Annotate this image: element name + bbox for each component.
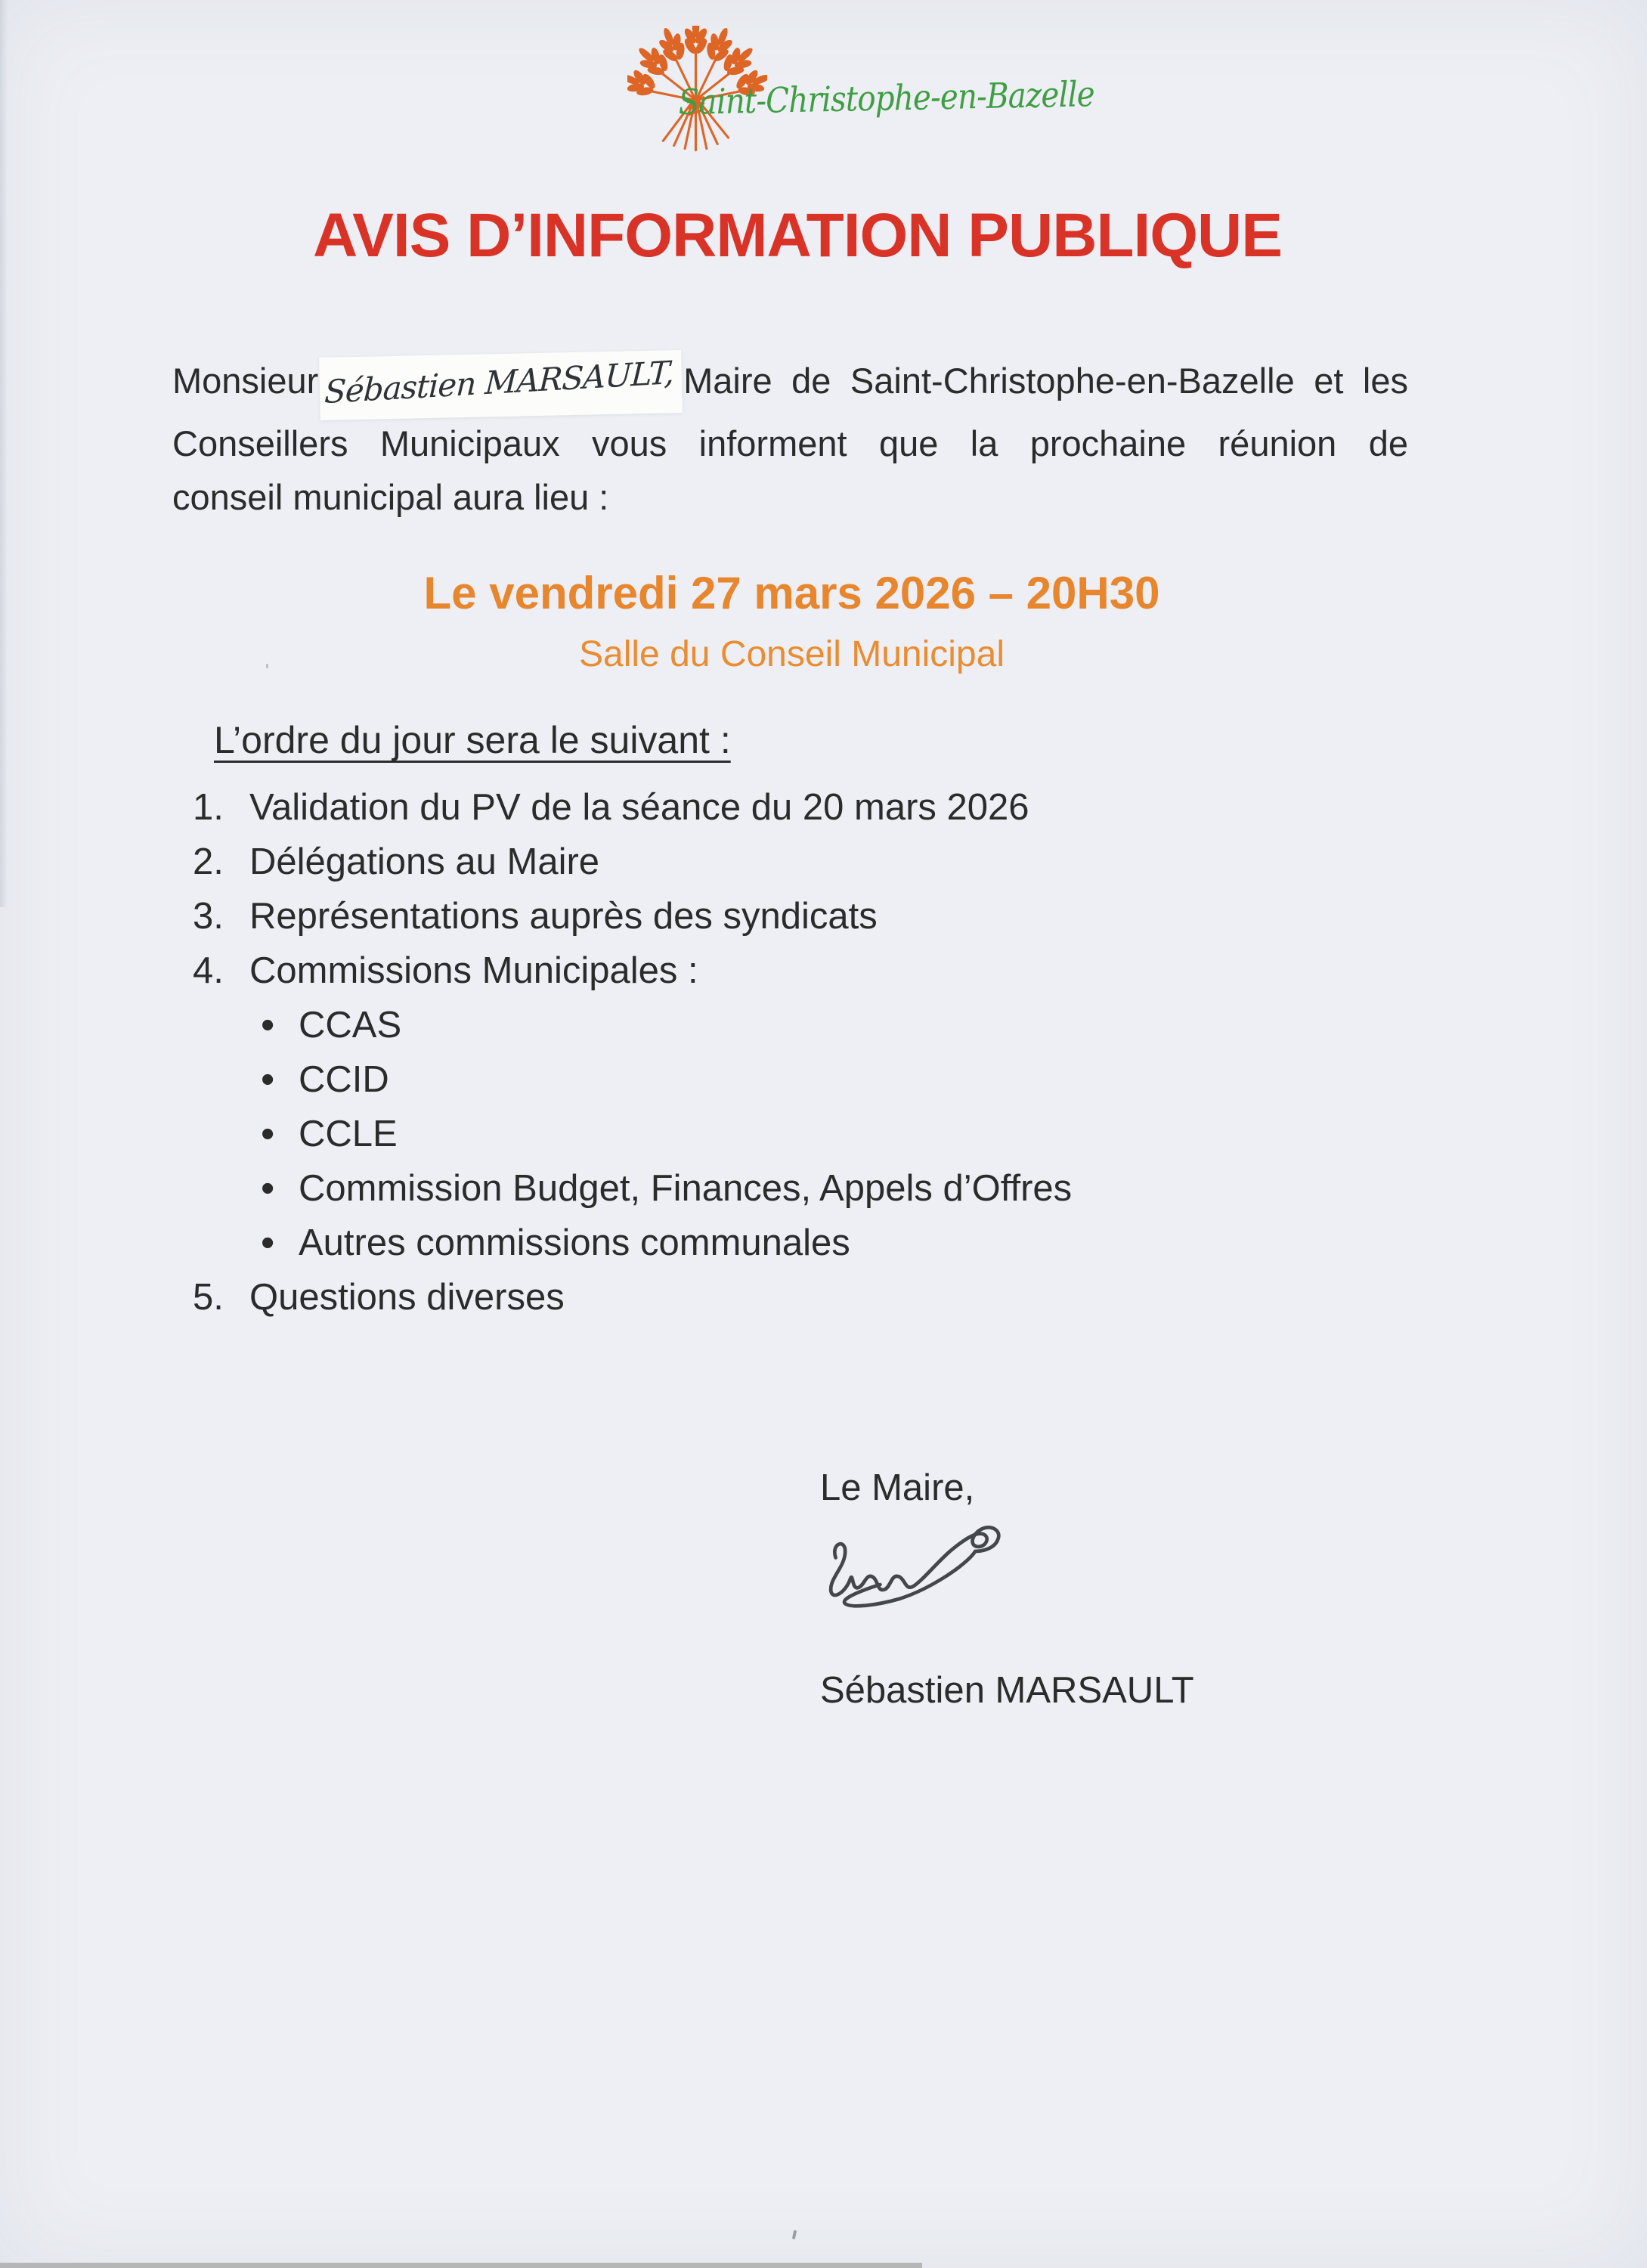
list-marker: • [261,1167,275,1210]
list-item-label: CCAS [299,1005,402,1046]
list-item-label: Délégations au Maire [249,841,600,882]
list-item-label: Validation du PV de la séance du 20 mars 2026 [249,787,1029,828]
agenda-item [193,943,1402,998]
list-marker: 2. [193,841,224,882]
agenda-item [193,1270,1402,1325]
list-marker: 4. [193,950,224,991]
list-item-label: CCID [299,1059,389,1100]
list-marker: • [261,1003,275,1047]
intro-paragraph [172,354,1408,524]
meeting-block [174,565,1410,677]
agenda-item [193,889,1402,943]
list-item-label: CCLE [299,1114,398,1154]
list-item-label: Questions diverses [249,1277,565,1318]
agenda-heading: L’ordre du jour sera le suivant : [214,719,731,761]
list-item-label: Représentations auprès des syndicats [249,896,878,937]
commune-logo [627,17,1111,168]
agenda-subitem [193,998,1402,1052]
list-item-label: Commissions Municipales : [249,950,698,991]
agenda-item [193,835,1402,889]
list-item-label: Autres commissions communales [299,1222,850,1263]
mayor-signature-icon [810,1514,1048,1638]
agenda-subitem [193,1052,1402,1107]
agenda-subitem [193,1216,1402,1270]
scan-bottom-edge [0,2263,922,2268]
handwritten-name-patch [319,350,682,420]
list-item-label: Commission Budget, Finances, Appels d’Offres [299,1168,1073,1209]
agenda-item [193,780,1402,835]
agenda-list [193,780,1402,1325]
agenda-subitem [193,1107,1402,1161]
list-marker: • [261,1221,275,1265]
logo-commune-name: Saint-Christophe-en-Bazelle [678,73,1095,122]
paper-speck [266,664,268,668]
signer-name: Sébastien MARSAULT [820,1670,1194,1711]
scan-left-shadow [0,0,8,907]
agenda-subitem [193,1161,1402,1216]
paper-speck [792,2230,797,2240]
intro-prefix: Monsieur [172,361,319,401]
list-marker: 1. [193,787,224,828]
intro-line-1 [172,354,1408,417]
intro-line-2: Conseillers Municipaux vous informent que la prochaine réunion de [172,423,1408,463]
intro-line-1-rest: Maire de Saint-Christophe-en-Bazelle et les [683,361,1408,401]
closing-role: Le Maire, [820,1467,975,1508]
notice-title: AVIS D’INFORMATION PUBLIQUE [313,201,1282,270]
intro-line-3: conseil municipal aura lieu : [172,477,609,517]
list-marker: 5. [193,1277,224,1318]
list-marker: 3. [193,896,224,937]
meeting-location: Salle du Conseil Municipal [579,634,1005,674]
handwritten-mayor-name: Sébastien MARSAULT, [324,354,675,411]
list-marker: • [261,1112,275,1156]
list-marker: • [261,1058,275,1101]
meeting-date-line: Le vendredi 27 mars 2026 – 20H30 [423,568,1160,618]
